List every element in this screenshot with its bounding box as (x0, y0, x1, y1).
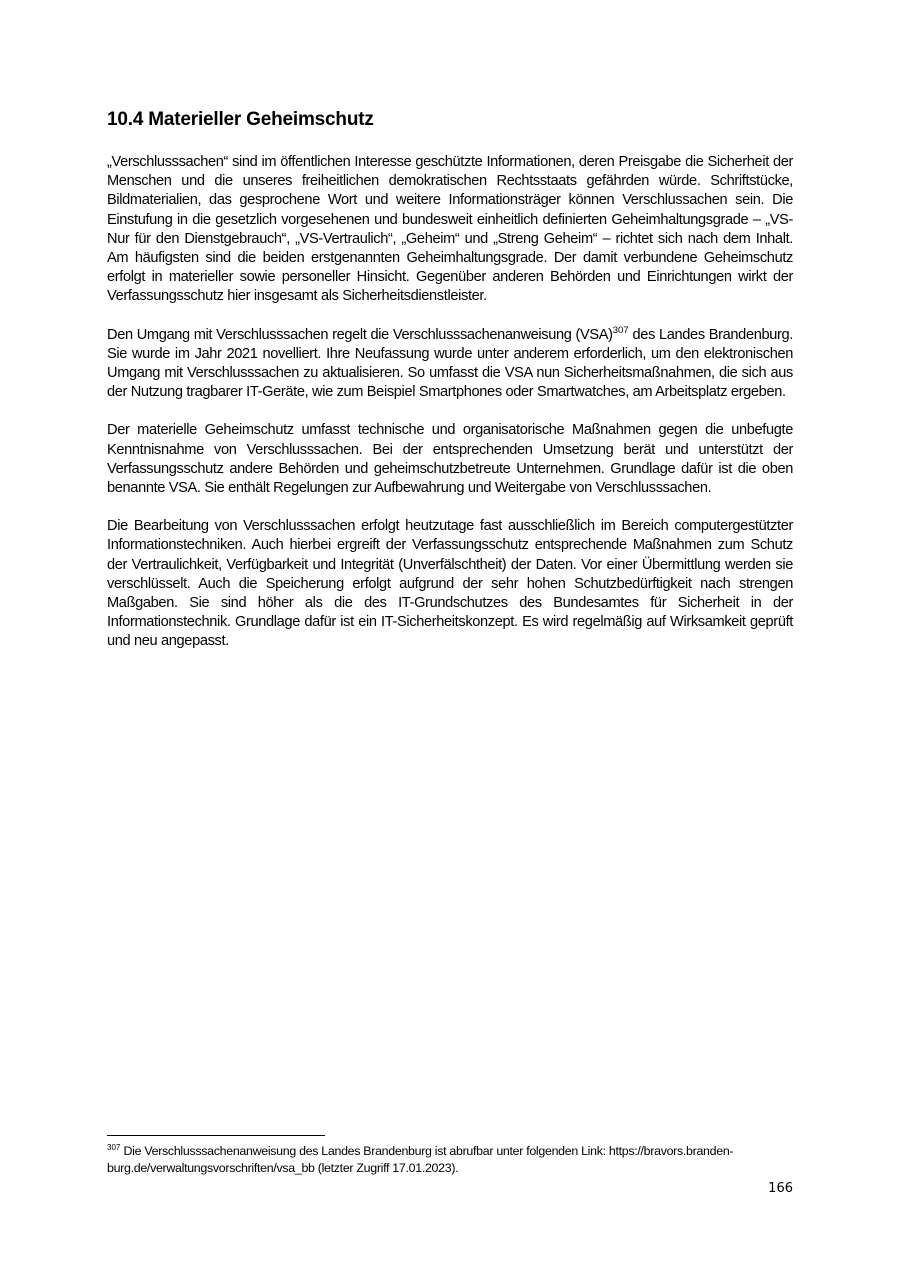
body-text (107, 153, 793, 652)
paragraph-materieller-geheimschutz: Der materielle Geheimschutz umfasst technische und organisatorische Maßnahmen gegen die unbefugte Kenntnisnahme von Verschlusssachen. Bei der entsprechenden Umsetzung berät und unterstützt der Verfassungsschutz andere Behörden und geheimschutzbetreute Unternehmen. Grundlage dafür ist die oben benannte VSA. Sie enthält Regelungen zur Aufbewahrung und Weitergabe von Verschlusssachen. (107, 422, 793, 497)
paragraph-vsa-text-after: des Landes Brandenburg. Sie wurde im Jahr 2021 novelliert. Ihre Neufassung wurde unter anderem erforderlich, um den elektronischen Umgang mit Verschlusssachen zu aktualisieren. So umfasst die VSA nun Sicherheitsmaßnahmen, die sich aus der Nutzung tragbarer IT-Geräte, wie zum Beispiel Smartphones oder Smartwatches, am Arbeitsplatz ergeben. (107, 326, 793, 401)
footnote-divider (107, 1135, 325, 1136)
paragraph-verschlusssachen-definition: „Verschlusssachen“ sind im öffentlichen Interesse geschützte Informationen, deren Preisgabe die Sicherheit der Menschen und die unseres freiheitlichen demokratischen Rechtsstaats gefährden würde. Schriftstücke, Bildmaterialien, das gesprochene Wort und weitere Informationsträger können Verschlussachen sein. Die Einstufung in die gesetzlich vorgesehenen und bundesweit einheitlich definierten Geheimhaltungsgrade – „VS-Nur für den Dienstgebrauch“, „VS-Vertraulich“, „Geheim“ und „Streng Geheim“ – richtet sich nach dem Inhalt. Am häufigsten sind die beiden erstgenannten Geheimhaltungsgrade. Der damit verbundene Geheimschutz erfolgt in materieller sowie personeller Hinsicht. Gegenüber anderen Behörden und Einrichtungen wirkt der Verfassungsschutz hier insgesamt als Sicherheitsdienstleister. (107, 154, 793, 305)
footnote-text: Die Verschlusssachenanweisung des Landes Brandenburg ist abrufbar unter folgenden Link: https://bravors.brandenburg.de/verwaltungsvorschriften/vsa_bb (letzter Zugriff 17.01.2023). (107, 1144, 734, 1175)
paragraph-informationstechnik: Die Bearbeitung von Verschlusssachen erfolgt heutzutage fast ausschließlich im Bereich computergestützter Informationstechniken. Auch hierbei ergreift der Verfassungsschutz entsprechende Maßnahmen zum Schutz der Vertraulichkeit, Verfügbarkeit und Integrität (Unverfälschtheit) der Daten. Vor einer Übermittlung werden sie verschlüsselt. Auch die Speicherung erfolgt aufgrund der sehr hohen Schutzbedürftigkeit nach strengen Maßgaben. Sie sind höher als die des IT-Grundschutzes des Bundesamtes für Sicherheit in der Informationstechnik. Grundlage dafür ist ein IT-Sicherheitskonzept. Es wird regelmäßig auf Wirksamkeit geprüft und neu angepasst. (107, 518, 793, 650)
page-number: 166 (768, 1181, 793, 1196)
footnote-reference[interactable]: 307 (612, 324, 629, 336)
footnote-number: 307 (107, 1142, 121, 1152)
section-heading: 10.4 Materieller Geheimschutz (107, 109, 374, 130)
paragraph-vsa-text-before: Den Umgang mit Verschlusssachen regelt die Verschlusssachenanweisung (VSA) (107, 326, 613, 343)
footnote (107, 1143, 793, 1177)
paragraph-vsa (107, 326, 793, 403)
